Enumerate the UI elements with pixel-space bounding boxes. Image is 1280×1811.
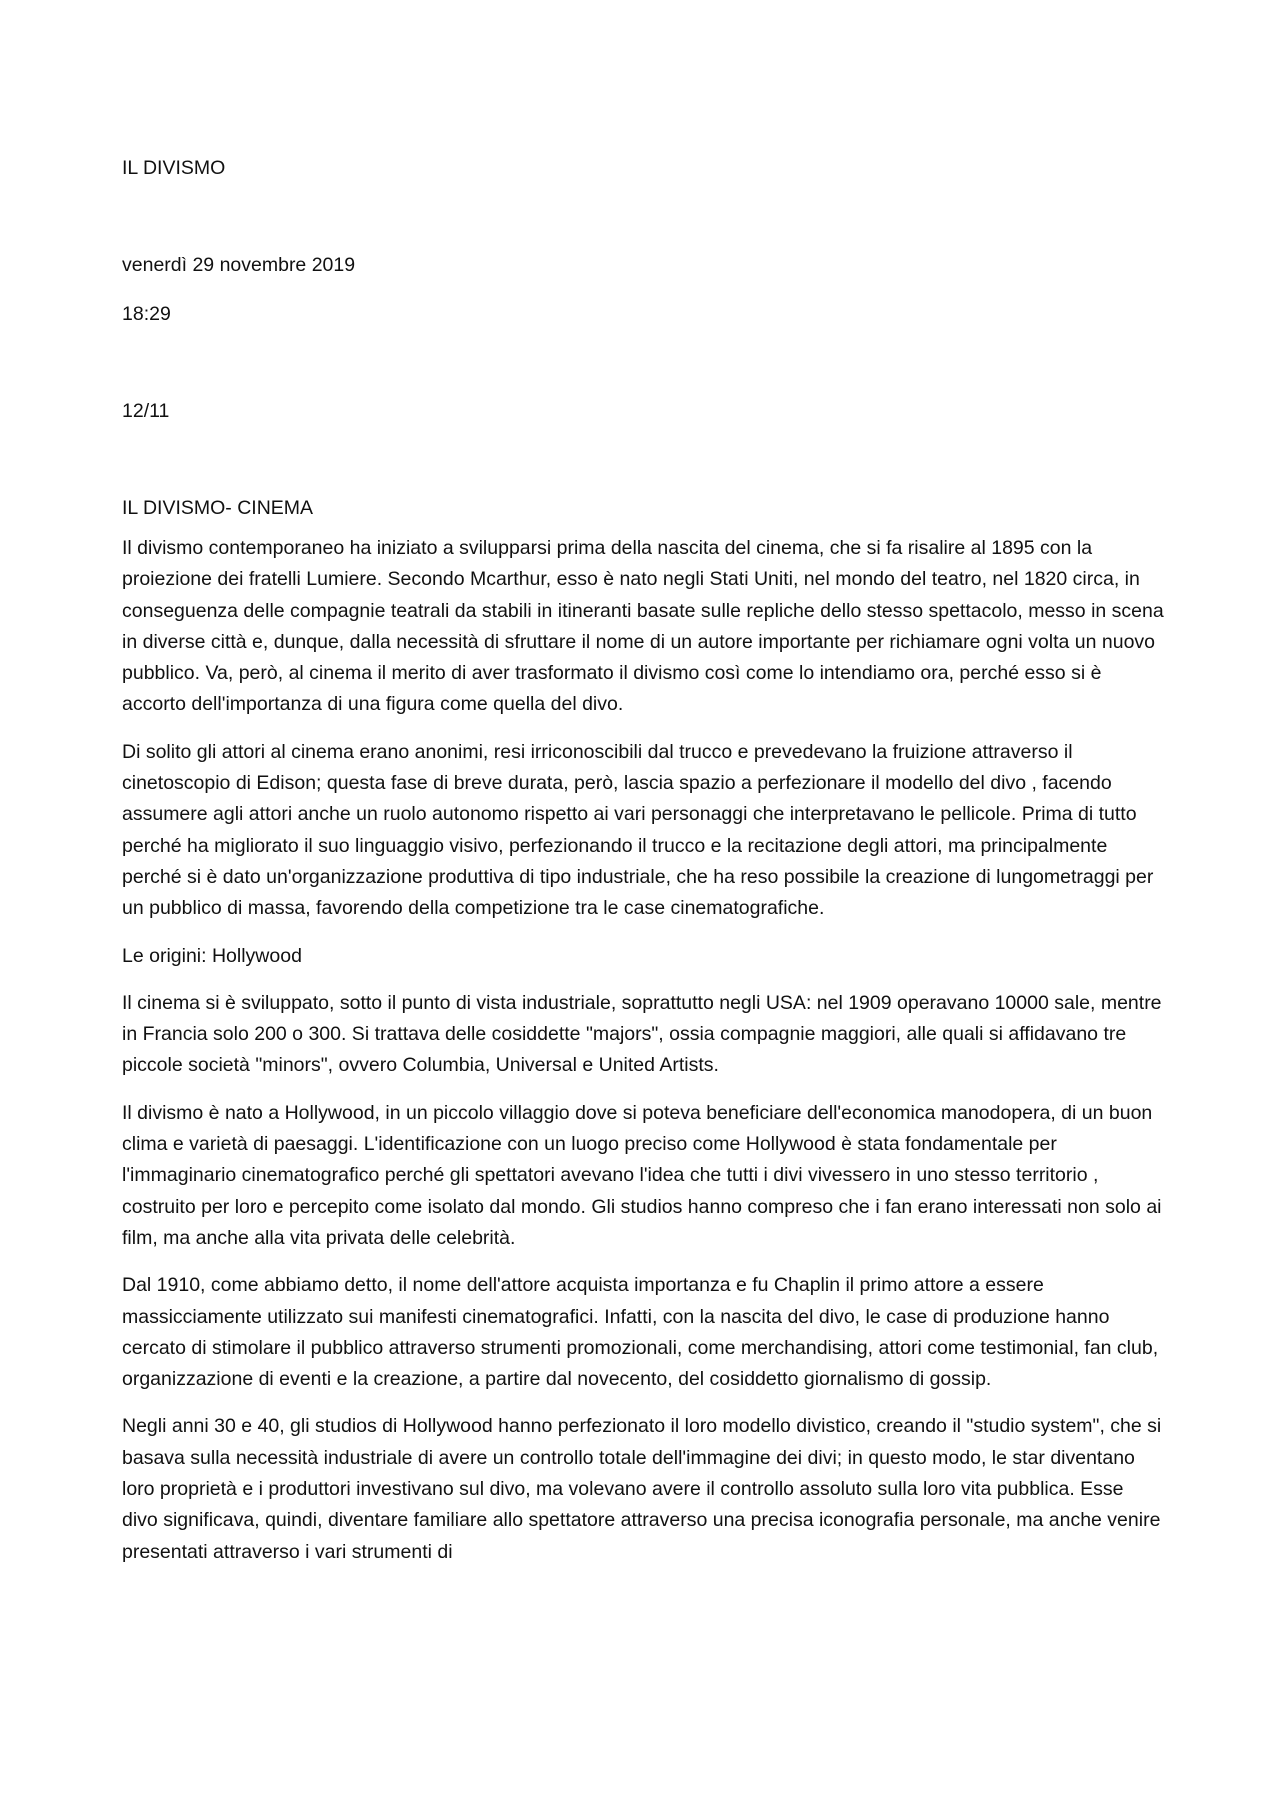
paragraph-anonymous-actors: Di solito gli attori al cinema erano anonimi, resi irriconoscibili dal trucco e prevedevano la fruizione attraverso il cinetoscopio di Edison; questa fase di breve durata, però, lascia spazio a perfezionare il modello del divo , facendo assumere agli attori anche un ruolo autonomo rispetto ai vari personaggi che interpretavano le pellicole. Prima di tutto perché ha migliorato il suo linguaggio visivo, perfezionando il trucco e la recitazione degli attori, ma principalmente perché si è dato un'organizzazione produttiva di tipo industriale, che ha reso possibile la creazione di lungometraggi per un pubblico di massa, favorendo della competizione tra le case cinematografiche.	[122, 740, 1154, 920]
paragraph-hollywood-village: Il divismo è nato a Hollywood, in un piccolo villaggio dove si poteva beneficiare dell'economica manodopera, di un buon clima e varietà di paesaggi. L'identificazione con un luogo preciso come Hollywood è stata fondamentale per l'immaginario cinematografico perché gli spettatori avevano l'idea che tutti i divi vivessero in uno stesso territorio , costruito per loro e percepito come isolato dal mondo. Gli studios hanno compreso che i fan erano interessati non solo ai film, ma anche alla vita privata delle celebrità.	[122, 1101, 1162, 1249]
time-stamp: 18:29	[122, 303, 171, 325]
date-stamp: venerdì 29 novembre 2019	[122, 254, 356, 276]
paragraph-studio-system: Negli anni 30 e 40, gli studios di Hollywood hanno perfezionato il loro modello divistico, creando il "studio system", che si basava sulla necessità industriale di avere un controllo totale dell'immagine dei divi; in questo modo, le star diventano loro proprietà e i produttori investivano sul divo, ma volevano avere il controllo assoluto sulla loro vita pubblica. Esse divo significava, quindi, diventare familiare allo spettatore attraverso una precisa iconografia personale, ma anche venire presentati attraverso i vari strumenti di	[122, 1415, 1162, 1563]
subheading-hollywood-origins: Le origini: Hollywood	[122, 944, 302, 967]
paragraph-us-industry: Il cinema si è sviluppato, sotto il punto di vista industriale, soprattutto negli USA: nel 1909 operavano 10000 sale, mentre in Francia solo 200 o 300. Si trattava delle cosiddette "majors", ossia compagnie maggiori, alle quali si affidavano tre piccole società "minors", ovvero Columbia, Universal e United Artists.	[122, 991, 1162, 1077]
paragraph-chaplin-promotion: Dal 1910, come abbiamo detto, il nome dell'attore acquista importanza e fu Chaplin il primo attore a essere massicciamente utilizzato sui manifesti cinematografici. Infatti, con la nascita del divo, le case di produzione hanno cercato di stimolare il pubblico attraverso strumenti promozionali, come merchandising, attori come testimonial, fan club, organizzazione di eventi e la creazione, a partire dal novecento, del cosiddetto giornalismo di gossip.	[122, 1274, 1159, 1391]
paragraph-origins-of-stardom: Il divismo contemporaneo ha iniziato a svilupparsi prima della nascita del cinema, che si fa risalire al 1895 con la proiezione dei fratelli Lumiere. Secondo Mcarthur, esso è nato negli Stati Uniti, nel mondo del teatro, nel 1820 circa, in conseguenza delle compagnie teatrali da stabili in itineranti basate sulle repliche dello stesso spettacolo, messo in scena in diverse città e, dunque, dalla necessità di sfruttare il nome di un autore importante per richiamare ogni volta un nuovo pubblico. Va, però, al cinema il merito di aver trasformato il divismo così come lo intendiamo ora, perché esso si è accorto dell'importanza di una figura come quella del divo.	[122, 537, 1164, 716]
section-heading: IL DIVISMO- CINEMA	[122, 497, 314, 519]
page-title: IL DIVISMO	[122, 157, 226, 179]
document-body	[122, 533, 1164, 1584]
date-note: 12/11	[122, 400, 170, 422]
